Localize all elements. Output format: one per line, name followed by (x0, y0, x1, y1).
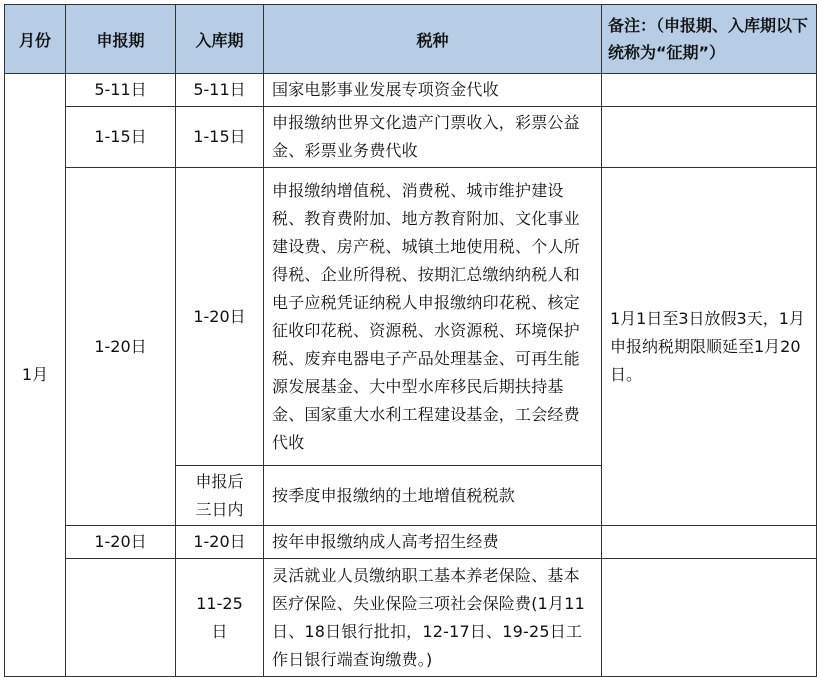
declare-cell: 1-20日 (66, 168, 176, 526)
table-row (5, 74, 817, 107)
storage-cell: 1-20日 (176, 526, 264, 559)
header-declare-period: 申报期 (66, 5, 176, 74)
table-row (5, 107, 817, 168)
note-cell-empty (602, 107, 817, 168)
note-cell-empty (602, 74, 817, 107)
table-row (5, 559, 817, 677)
header-tax-type: 税种 (264, 5, 602, 74)
note-cell-empty (602, 526, 817, 559)
note-cell-empty (602, 559, 817, 677)
table-row (5, 526, 817, 559)
tax-cell: 申报缴纳增值税、消费税、城市维护建设税、教育费附加、地方教育附加、文化事业建设费、房产税、城镇土地使用税、个人所得税、企业所得税、按期汇总缴纳纳税人和电子应税凭证纳税人申报缴纳印花税、核定征收印花税、资源税、水资源税、环境保护税、废弃电器电子产品处理基金、可再生能源发展基金、大中型水库移民后期扶持基金、国家重大水利工程建设基金，工会经费代收 (264, 168, 602, 466)
storage-cell: 申报后三日内 (176, 466, 264, 526)
tax-cell: 按季度申报缴纳的土地增值税税款 (264, 466, 602, 526)
tax-calendar-table (4, 4, 817, 677)
header-month: 月份 (5, 5, 66, 74)
declare-cell (66, 559, 176, 677)
declare-cell: 1-15日 (66, 107, 176, 168)
note-cell: 1月1日至3日放假3天，1月申报纳税期限顺延至1月20日。 (602, 168, 817, 526)
storage-cell: 1-20日 (176, 168, 264, 466)
header-storage-period: 入库期 (176, 5, 264, 74)
header-note: 备注：（申报期、入库期以下统称为“征期”） (602, 5, 817, 74)
tax-cell: 按年申报缴纳成人高考招生经费 (264, 526, 602, 559)
header-row (5, 5, 817, 74)
storage-cell: 1-15日 (176, 107, 264, 168)
month-cell: 1月 (5, 74, 66, 677)
storage-cell: 11-25日 (176, 559, 264, 677)
declare-cell: 5-11日 (66, 74, 176, 107)
tax-cell: 申报缴纳世界文化遗产门票收入，彩票公益金、彩票业务费代收 (264, 107, 602, 168)
storage-cell: 5-11日 (176, 74, 264, 107)
table-row (5, 168, 817, 466)
tax-cell: 灵活就业人员缴纳职工基本养老保险、基本医疗保险、失业保险三项社会保险费(1月11日、18日银行批扣，12-17日、19-25日工作日银行端查询缴费。) (264, 559, 602, 677)
declare-cell: 1-20日 (66, 526, 176, 559)
tax-cell: 国家电影事业发展专项资金代收 (264, 74, 602, 107)
